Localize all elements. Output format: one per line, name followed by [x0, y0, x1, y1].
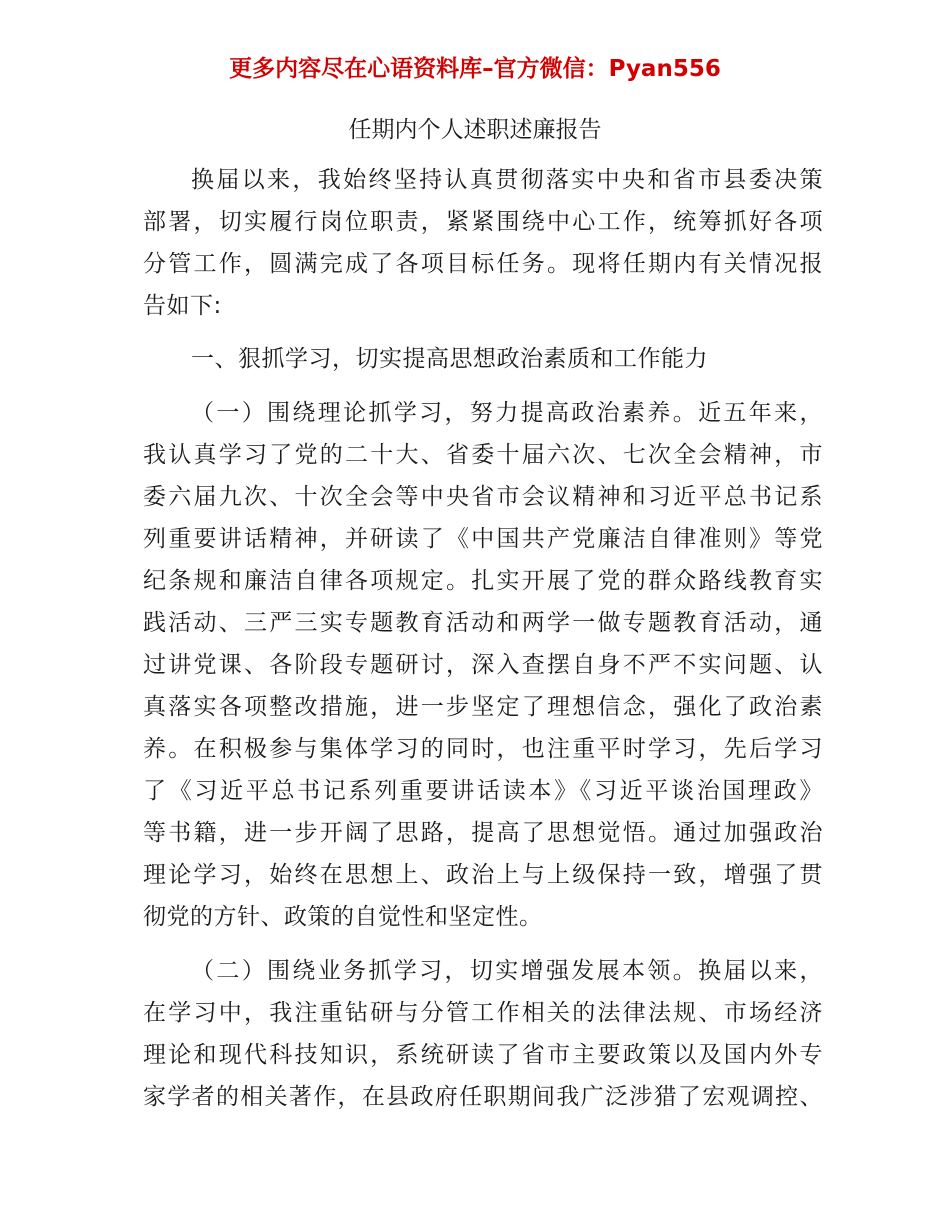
paragraph-line: 养。在积极参与集体学习的同时，也注重平时学习，先后学习 — [143, 736, 823, 762]
paragraph-line: 等书籍，进一步开阔了思路，提高了思想觉悟。通过加强政治 — [143, 820, 823, 846]
paragraph-line: 过讲党课、各阶段专题研讨，深入查摆自身不严不实问题、认 — [143, 652, 823, 678]
paragraph-line: （二）围绕业务抓学习，切实增强发展本领。换届以来， — [191, 958, 823, 984]
promo-banner: 更多内容尽在心语资料库–官方微信：Pyan556 — [229, 56, 721, 82]
paragraph-line: 彻党的方针、政策的自觉性和坚定性。 — [143, 904, 543, 930]
paragraph-line: 分管工作，圆满完成了各项目标任务。现将任期内有关情况报 — [143, 251, 823, 277]
section-heading — [143, 338, 823, 380]
paragraph-line: 在学习中，我注重钻研与分管工作相关的法律法规、市场经济 — [143, 1000, 823, 1026]
paragraph-intro — [143, 159, 823, 327]
paragraph-line: 真落实各项整改措施，进一步坚定了理想信念，强化了政治素 — [143, 694, 823, 720]
paragraph-line: 践活动、三严三实专题教育活动和两学一做专题教育活动，通 — [143, 610, 823, 636]
paragraph-line: 了《习近平总书记系列重要讲话读本》《习近平谈治国理政》 — [143, 778, 823, 804]
paragraph-line: 理论学习，始终在思想上、政治上与上级保持一致，增强了贯 — [143, 862, 823, 888]
paragraph-line: 理论和现代科技知识，系统研读了省市主要政策以及国内外专 — [143, 1042, 823, 1068]
paragraph-line: 家学者的相关著作，在县政府任职期间我广泛涉猎了宏观调控、 — [143, 1084, 823, 1110]
paragraph-line: 委六届九次、十次全会等中央省市会议精神和习近平总书记系 — [143, 484, 823, 510]
paragraph-business-study — [143, 950, 823, 1118]
document-title: 任期内个人述职述廉报告 — [348, 117, 602, 143]
paragraph-line: 告如下: — [143, 293, 222, 319]
paragraph-line: 部署，切实履行岗位职责，紧紧围绕中心工作，统筹抓好各项 — [143, 209, 823, 235]
paragraph-line: 纪条规和廉洁自律各项规定。扎实开展了党的群众路线教育实 — [143, 568, 823, 594]
paragraph-line: 列重要讲话精神，并研读了《中国共产党廉洁自律准则》等党 — [143, 526, 823, 552]
paragraph-line: （一）围绕理论抓学习，努力提高政治素养。近五年来， — [191, 400, 823, 426]
section-heading-text: 一、狠抓学习，切实提高思想政治素质和工作能力 — [191, 346, 708, 372]
paragraph-line: 我认真学习了党的二十大、省委十届六次、七次全会精神，市 — [143, 442, 823, 468]
paragraph-line: 换届以来，我始终坚持认真贯彻落实中央和省市县委决策 — [191, 167, 823, 193]
paragraph-theory-study — [143, 392, 823, 938]
